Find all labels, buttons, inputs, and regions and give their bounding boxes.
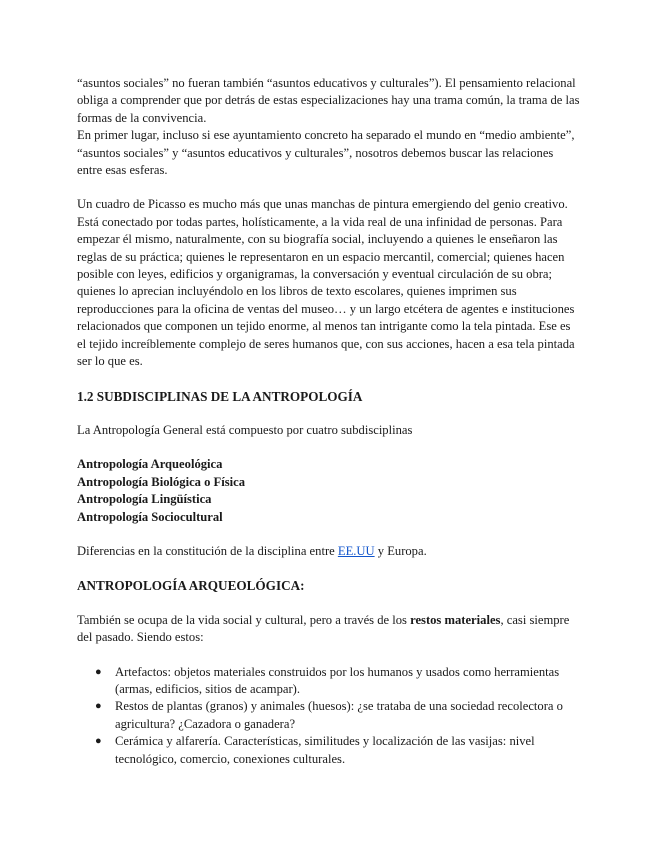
subdiscipline-sociocultural: Antropología Sociocultural	[77, 509, 223, 524]
list-item-text: Artefactos: objetos materiales construidos por los humanos y usados como herramientas (armas, edificios, sitios de acampar).	[115, 664, 560, 696]
spacer	[77, 439, 580, 456]
diferencias-text: Diferencias en la constitución de la disciplina entre	[77, 543, 338, 558]
diferencias-text-end: y Europa.	[374, 543, 427, 558]
paragraph-general: La Antropología General está compuesto por cuatro subdisciplinas	[77, 422, 413, 437]
heading-arqueologica: ANTROPOLOGÍA ARQUEOLÓGICA:	[77, 578, 305, 594]
subdiscipline-linguistica: Antropología Lingüística	[77, 492, 212, 507]
list-item-text: Cerámica y alfarería. Características, similitudes y localización de las vasijas: nivel tecnológico, comercio, conexiones culturales.	[115, 734, 535, 766]
bullet-icon: ●	[95, 735, 102, 748]
tambien-text-end: , casi siempre del pasado. Siendo estos:	[77, 612, 570, 645]
eeuu-link[interactable]: EE.UU	[337, 543, 375, 558]
heading-subdisciplinas: 1.2 SUBDISCIPLINAS DE LA ANTROPOLOGÍA	[77, 388, 363, 404]
spacer	[77, 526, 580, 543]
list-item	[77, 664, 580, 699]
subdiscipline-arqueologica: Antropología Arqueológica	[77, 457, 223, 472]
spacer	[77, 560, 580, 577]
list-item	[77, 698, 580, 733]
bullet-icon: ●	[95, 700, 102, 713]
spacer	[77, 595, 580, 612]
bullet-list	[77, 664, 580, 768]
spacer	[77, 405, 580, 422]
spacer	[77, 647, 580, 664]
paragraph-picasso: Un cuadro de Picasso es mucho más que unas manchas de pintura emergiendo del genio creativo. Está conectado por todas partes, holísticamente, a la vida real de una infinidad de personas. Para empezar él mismo, naturalmente, con su biografía social, incluyendo a quienes le enseñaron las reglas de su práctica; quienes le representaron en un espacio mercantil, comercial; quienes hacen posible con leyes, edificios y organigramas, la conversación y eventual circulación de su obra; quienes lo aprecian incluyéndolo en los libros de texto escolares, quienes imprimen sus reproducciones para la oficina de ventas del museo… y un largo etcétera de agentes e instituciones relacionados que componen un tejido enorme, al menos tan intrigante como la tela pintada. Ese es el tejido increíblemente complejo de seres humanos que, con sus acciones, hacen a esa tela pintada ser lo que es.	[77, 197, 575, 369]
paragraph-diferencias	[77, 543, 580, 560]
paragraph-intro-2: En primer lugar, incluso si ese ayuntamiento concreto ha separado el mundo en “medio ambiente”, “asuntos sociales” y “asuntos educativos y culturales”, nosotros debemos buscar las relaciones entre esas esferas.	[77, 128, 575, 178]
paragraph-tambien	[77, 612, 580, 647]
bullet-icon: ●	[95, 665, 102, 678]
restos-materiales-bold: restos materiales	[410, 612, 501, 627]
spacer	[77, 371, 580, 388]
subdiscipline-biologica: Antropología Biológica o Física	[77, 474, 246, 489]
list-item-text: Restos de plantas (granos) y animales (huesos): ¿se trataba de una sociedad recolectora o agricultura? ¿Cazadora o ganadera?	[115, 699, 563, 731]
spacer	[77, 179, 580, 196]
tambien-text: También se ocupa de la vida social y cultural, pero a través de los	[77, 612, 411, 627]
list-item	[77, 733, 580, 768]
paragraph-intro-1: “asuntos sociales” no fueran también “asuntos educativos y culturales”). El pensamiento relacional obliga a comprender que por detrás de estas especializaciones hay una trama común, la trama de las formas de la convivencia.	[77, 76, 580, 125]
document-body	[77, 75, 580, 768]
